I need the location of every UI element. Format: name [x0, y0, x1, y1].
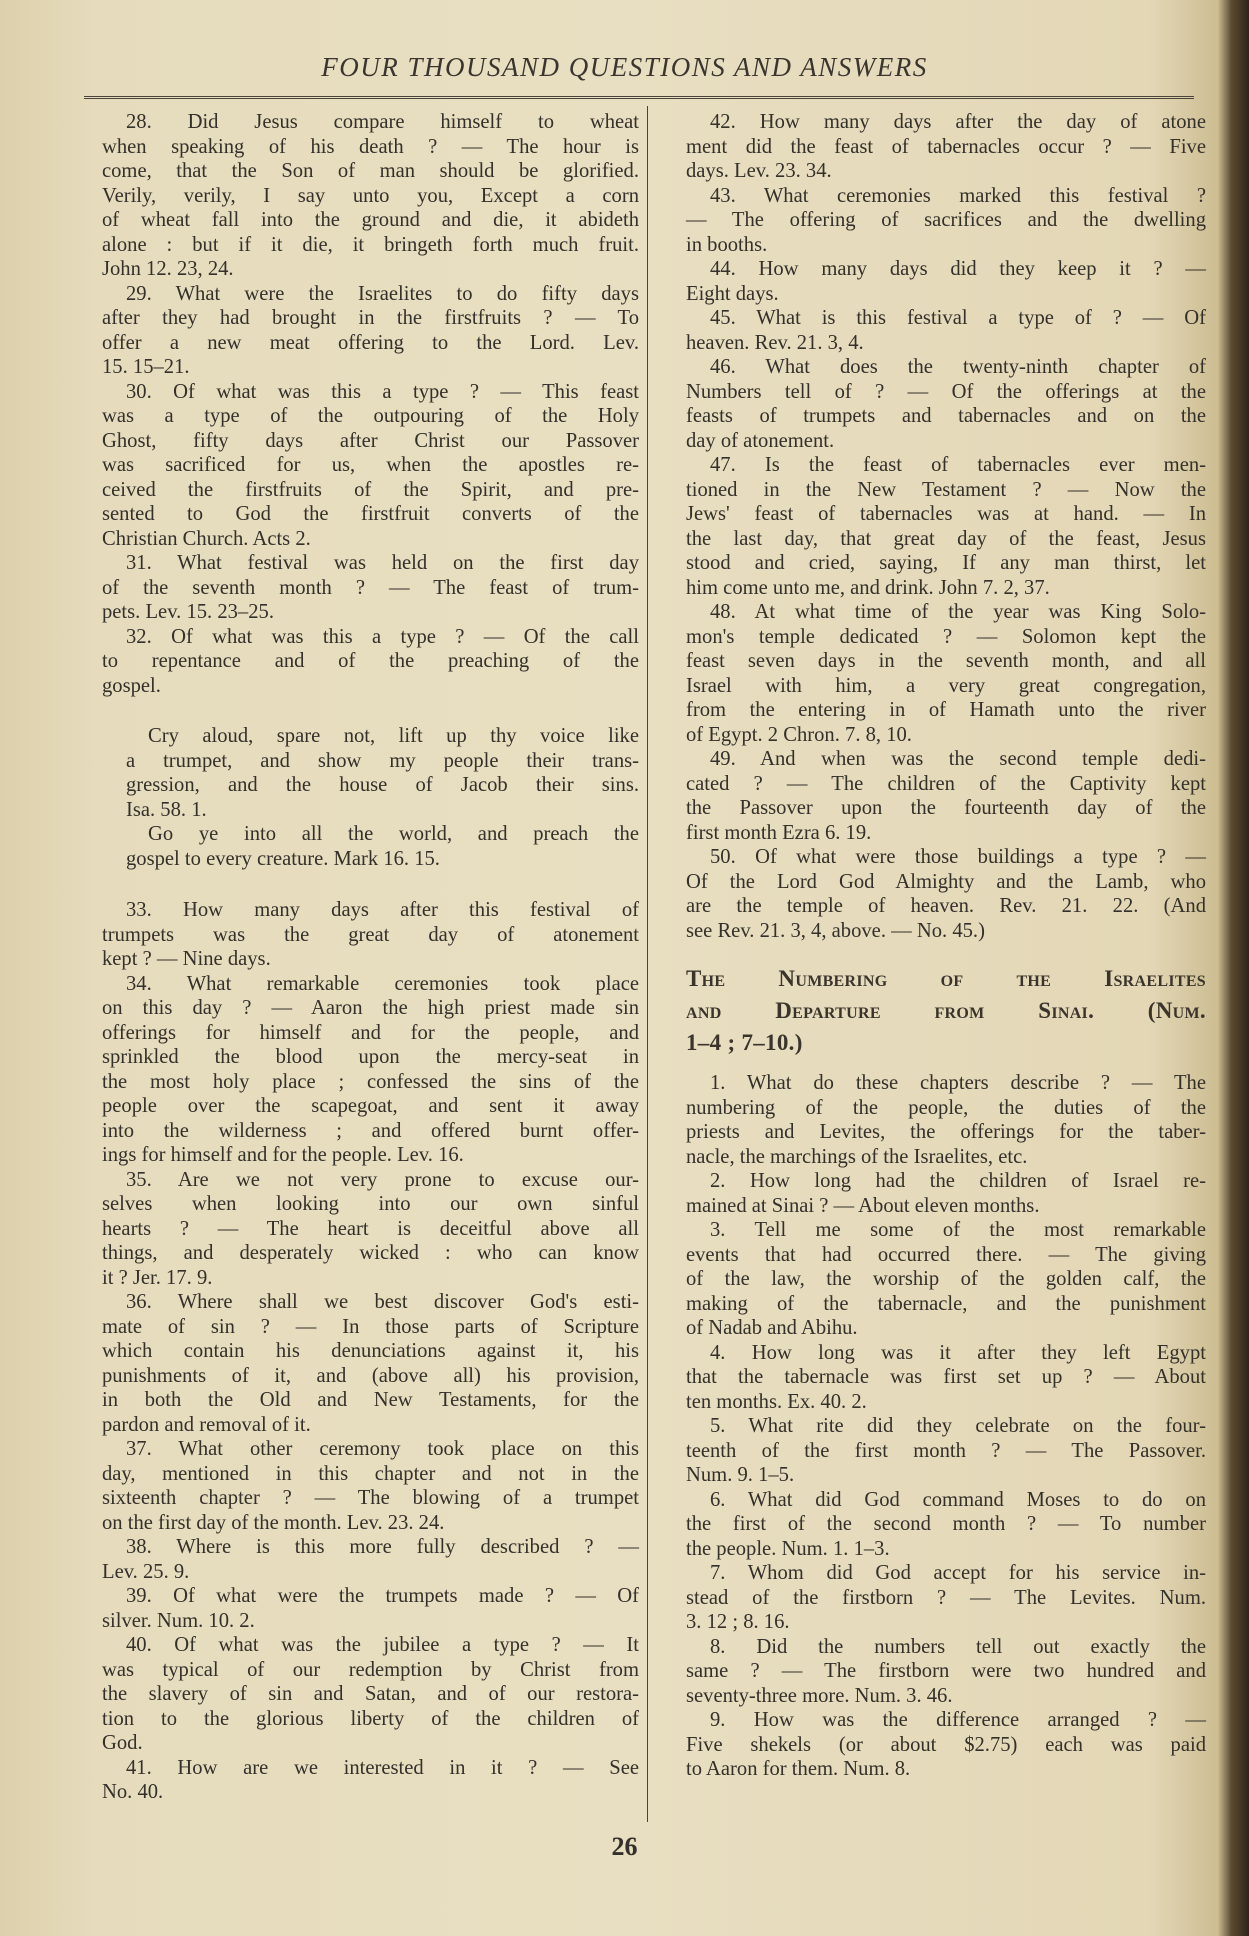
question-answer — [686, 110, 1206, 184]
text-line: 47. Is the feast of tabernacles ever men- — [710, 454, 1206, 476]
question-answer — [102, 380, 639, 552]
question-answer — [102, 282, 639, 380]
text-line: of the seventh month ? — The feast of trum- — [102, 576, 639, 599]
question-answer — [686, 355, 1206, 453]
text-line: tioned in the New Testament ? — Now the — [686, 478, 1206, 501]
text-line: to repentance and of the preaching of the — [102, 650, 639, 672]
text-line: heaven. Rev. 21. 3, 4. — [686, 331, 864, 354]
text-line: mained at Sinai ? — About eleven months. — [686, 1194, 1040, 1217]
text-line: mate of sin ? — In those parts of Scripture — [102, 1315, 639, 1338]
text-line: Num. 9. 1–5. — [686, 1464, 795, 1486]
text-line: same ? — The firstborn were two hundred and — [686, 1660, 1206, 1682]
text-line: 44. How many days did they keep it ? — — [710, 258, 1206, 280]
text-line: Verily, verily, I say unto you, Except a corn — [102, 184, 639, 207]
text-line: 38. Where is this more fully described ? — — [126, 1536, 639, 1558]
text-line: nacle, the marchings of the Israelites, etc. — [686, 1145, 1028, 1168]
text-line: was typical of our redemption by Christ from — [102, 1658, 639, 1681]
text-line: from the entering in of Hamath unto the river — [686, 699, 1206, 721]
text-line: 8. Did the numbers tell out exactly the — [710, 1635, 1206, 1658]
right-column — [686, 110, 1206, 1782]
text-line: seventy-three more. Num. 3. 46. — [686, 1684, 953, 1707]
question-answer — [686, 1414, 1206, 1488]
text-line: stood and cried, saying, If any man thirst, let — [686, 552, 1206, 574]
text-line: a trumpet, and show my people their trans- — [126, 749, 639, 772]
text-line: feasts of trumpets and tabernacles and on the — [686, 405, 1206, 427]
text-line: Israel with him, a very great congregation, — [686, 674, 1206, 697]
question-answer — [102, 1584, 639, 1633]
text-line: 42. How many days after the day of atone — [710, 111, 1206, 133]
question-answer — [102, 110, 639, 282]
text-line: Cry aloud, spare not, lift up thy voice like — [148, 725, 639, 747]
text-line: after they had brought in the firstfruits ? — To — [102, 307, 639, 329]
text-line: 37. What other ceremony took place on this — [126, 1438, 639, 1460]
text-line: tion to the glorious liberty of the children of — [102, 1707, 639, 1730]
quote-paragraph — [126, 724, 639, 822]
header-rule — [84, 96, 1194, 99]
text-line: 2. How long had the children of Israel re- — [710, 1170, 1206, 1192]
text-line: 3. 12 ; 8. 16. — [686, 1611, 790, 1633]
question-answer — [102, 1535, 639, 1584]
text-line: alone : but if it die, it bringeth forth much fruit. — [102, 233, 639, 256]
text-line: that the tabernacle was first set up ? — About — [686, 1366, 1206, 1388]
text-line: of Nadab and Abihu. — [686, 1317, 858, 1339]
text-line: sprinkled the blood upon the mercy-seat in — [102, 1046, 639, 1068]
text-line: sixteenth chapter ? — The blowing of a trumpet — [102, 1487, 639, 1509]
text-line: see Rev. 21. 3, 4, above. — No. 45.) — [686, 919, 985, 942]
question-answer — [102, 898, 639, 972]
text-line: — The offering of sacrifices and the dwelling — [686, 209, 1206, 231]
text-line: first month Ezra 6. 19. — [686, 821, 872, 844]
question-answer — [102, 551, 639, 625]
text-line: 49. And when was the second temple dedi- — [710, 748, 1206, 770]
text-line: offerings for himself and for the people, and — [102, 1021, 639, 1044]
text-line: 4. How long was it after they left Egypt — [710, 1341, 1206, 1364]
question-answer — [102, 1756, 639, 1805]
text-line: was sacrificed for us, when the apostles re- — [102, 454, 639, 476]
text-line: 46. What does the twenty-ninth chapter of — [710, 356, 1206, 378]
text-line: sented to God the firstfruit converts of the — [102, 503, 639, 525]
question-answer — [686, 1635, 1206, 1709]
text-line: silver. Num. 10. 2. — [102, 1609, 255, 1632]
section-heading — [686, 963, 1206, 1059]
text-line: day, mentioned in this chapter and not in the — [102, 1462, 639, 1485]
text-line: things, and desperately wicked : who can know — [102, 1242, 639, 1264]
text-line: 48. At what time of the year was King Solo- — [710, 601, 1206, 623]
question-answer — [102, 972, 639, 1168]
question-answer — [686, 1341, 1206, 1415]
text-line: the people. Num. 1. 1–3. — [686, 1537, 890, 1560]
text-line: it ? Jer. 17. 9. — [102, 1266, 213, 1289]
question-answer — [686, 1218, 1206, 1341]
text-line: 45. What is this festival a type of ? — Of — [710, 307, 1206, 329]
text-line: punishments of it, and (above all) his provision, — [102, 1364, 639, 1387]
left-column — [102, 110, 639, 1805]
text-line: and Departure from Sinai. (Num. — [686, 998, 1206, 1023]
text-line: come, that the Son of man should be glorified. — [102, 160, 639, 182]
question-answer — [686, 1561, 1206, 1635]
question-answer — [686, 600, 1206, 747]
text-line: 32. Of what was this a type ? — Of the call — [126, 625, 639, 648]
text-line: day of atonement. — [686, 429, 835, 452]
question-answer — [686, 1169, 1206, 1218]
text-line: Of the Lord God Almighty and the Lamb, who — [686, 870, 1206, 893]
text-line: on this day ? — Aaron the high priest made sin — [102, 997, 639, 1019]
column-divider — [647, 106, 648, 1822]
text-line: gospel. — [102, 674, 161, 697]
text-line: of Egypt. 2 Chron. 7. 8, 10. — [686, 723, 912, 746]
text-line: events that had occurred there. — The giving — [686, 1243, 1206, 1266]
text-line: to Aaron for them. Num. 8. — [686, 1758, 911, 1780]
text-line: when speaking of his death ? — The hour is — [102, 135, 639, 158]
text-line: feast seven days in the seventh month, and all — [686, 650, 1206, 672]
text-line: of the law, the worship of the golden calf, the — [686, 1268, 1206, 1290]
question-answer — [686, 1488, 1206, 1562]
question-answer — [686, 306, 1206, 355]
text-line: 9. How was the difference arranged ? — — [710, 1709, 1206, 1731]
text-line: Lev. 25. 9. — [102, 1560, 190, 1583]
text-line: was a type of the outpouring of the Holy — [102, 405, 639, 427]
text-line: teenth of the first month ? — The Passover. — [686, 1439, 1206, 1462]
text-line: Isa. 58. 1. — [126, 798, 207, 821]
running-header: FOUR THOUSAND QUESTIONS AND ANSWERS — [321, 52, 928, 82]
text-line: stead of the firstborn ? — The Levites. Num. — [686, 1586, 1206, 1609]
text-line: pets. Lev. 15. 23–25. — [102, 601, 274, 623]
text-line: 33. How many days after this festival of — [126, 899, 639, 921]
text-line: the slavery of sin and Satan, and of our restora- — [102, 1683, 639, 1705]
text-line: God. — [102, 1732, 143, 1754]
text-line: trumpets was the great day of atonement — [102, 923, 639, 946]
question-answer — [102, 1168, 639, 1291]
text-line: priests and Levites, the offerings for the taber- — [686, 1121, 1206, 1143]
text-line: 30. Of what was this a type ? — This feast — [126, 380, 639, 403]
text-line: 5. What rite did they celebrate on the four- — [710, 1415, 1206, 1437]
text-line: 35. Are we not very prone to excuse our- — [126, 1168, 639, 1191]
text-line: Christian Church. Acts 2. — [102, 527, 311, 550]
text-line: hearts ? — The heart is deceitful above all — [102, 1217, 639, 1240]
text-line: 15. 15–21. — [102, 356, 190, 378]
text-line: John 12. 23, 24. — [102, 258, 234, 280]
question-answer — [686, 747, 1206, 845]
text-line: 34. What remarkable ceremonies took place — [126, 972, 639, 995]
text-line: 36. Where shall we best discover God's esti- — [126, 1291, 639, 1313]
text-line: Five shekels (or about $2.75) each was paid — [686, 1733, 1206, 1756]
question-answer — [102, 625, 639, 699]
question-answer — [686, 1071, 1206, 1169]
question-answer — [686, 1708, 1206, 1782]
text-line: 1. What do these chapters describe ? — The — [710, 1072, 1206, 1094]
text-line: in booths. — [686, 233, 768, 256]
text-line: the Passover upon the fourteenth day of the — [686, 797, 1206, 819]
text-line: cated ? — The children of the Captivity kept — [686, 772, 1206, 795]
text-line: 39. Of what were the trumpets made ? — Of — [126, 1585, 639, 1607]
text-line: in both the Old and New Testaments, for the — [102, 1389, 639, 1411]
question-answer — [686, 184, 1206, 258]
text-line: ings for himself and for the people. Lev. 16. — [102, 1144, 464, 1166]
text-line: on the first day of the month. Lev. 23. 24. — [102, 1511, 445, 1534]
text-line: making of the tabernacle, and the punishment — [686, 1292, 1206, 1315]
text-line: Ghost, fifty days after Christ our Passover — [102, 429, 639, 452]
text-line: days. Lev. 23. 34. — [686, 160, 832, 182]
text-line: gospel to every creature. Mark 16. 15. — [126, 847, 440, 870]
question-answer — [686, 845, 1206, 943]
text-line: ceived the firstfruits of the Spirit, and pre- — [102, 478, 639, 501]
text-line: mon's temple dedicated ? — Solomon kept the — [686, 625, 1206, 648]
text-line: pardon and removal of it. — [102, 1413, 311, 1436]
scripture-quote — [102, 724, 639, 871]
text-line: 41. How are we interested in it ? — See — [126, 1756, 639, 1779]
text-line: 3. Tell me some of the most remarkable — [710, 1219, 1206, 1241]
text-line: him come unto me, and drink. John 7. 2, 37. — [686, 576, 1050, 599]
question-answer — [102, 1290, 639, 1437]
quote-paragraph — [126, 822, 639, 871]
text-line: kept ? — Nine days. — [102, 948, 271, 970]
text-line: which contain his denunciations against it, his — [102, 1340, 639, 1362]
text-line: are the temple of heaven. Rev. 21. 22. (And — [686, 895, 1206, 917]
text-line: Jews' feast of tabernacles was at hand. — In — [686, 503, 1206, 525]
text-line: offer a new meat offering to the Lord. Lev. — [102, 331, 639, 354]
text-line: 31. What festival was held on the first day — [126, 552, 639, 574]
text-line: 7. Whom did God accept for his service in- — [710, 1562, 1206, 1584]
text-line: gression, and the house of Jacob their sins. — [126, 774, 639, 796]
question-answer — [686, 257, 1206, 306]
text-line: 29. What were the Israelites to do fifty days — [126, 282, 639, 305]
text-line: ment did the feast of tabernacles occur ? — Five — [686, 135, 1206, 158]
text-line: selves when looking into our own sinful — [102, 1193, 639, 1215]
text-line: Go ye into all the world, and preach the — [148, 823, 639, 845]
text-line: people over the scapegoat, and sent it away — [102, 1095, 639, 1117]
page-number: 26 — [611, 1832, 638, 1861]
text-line: No. 40. — [102, 1781, 164, 1803]
text-line: The Numbering of the Israelites — [686, 966, 1206, 991]
text-line: the first of the second month ? — To number — [686, 1513, 1206, 1535]
question-answer — [102, 1633, 639, 1756]
text-line: Eight days. — [686, 282, 779, 305]
text-line: Numbers tell of ? — Of the offerings at the — [686, 380, 1206, 403]
question-answer — [102, 1437, 639, 1535]
text-line: 1–4 ; 7–10.) — [686, 1030, 803, 1055]
text-line: 43. What ceremonies marked this festival ? — [710, 184, 1206, 207]
text-line: 40. Of what was the jubilee a type ? — It — [126, 1634, 639, 1656]
question-answer — [686, 453, 1206, 600]
text-line: numbering of the people, the duties of the — [686, 1096, 1206, 1119]
text-line: 6. What did God command Moses to do on — [710, 1488, 1206, 1511]
text-line: into the wilderness ; and offered burnt offer- — [102, 1119, 639, 1142]
text-line: 50. Of what were those buildings a type ? — — [710, 846, 1206, 868]
text-line: of wheat fall into the ground and die, it abideth — [102, 209, 639, 231]
text-line: the last day, that great day of the feast, Jesus — [686, 527, 1206, 550]
text-line: 28. Did Jesus compare himself to wheat — [126, 111, 639, 133]
text-line: ten months. Ex. 40. 2. — [686, 1390, 867, 1413]
text-line: the most holy place ; confessed the sins of the — [102, 1070, 639, 1093]
